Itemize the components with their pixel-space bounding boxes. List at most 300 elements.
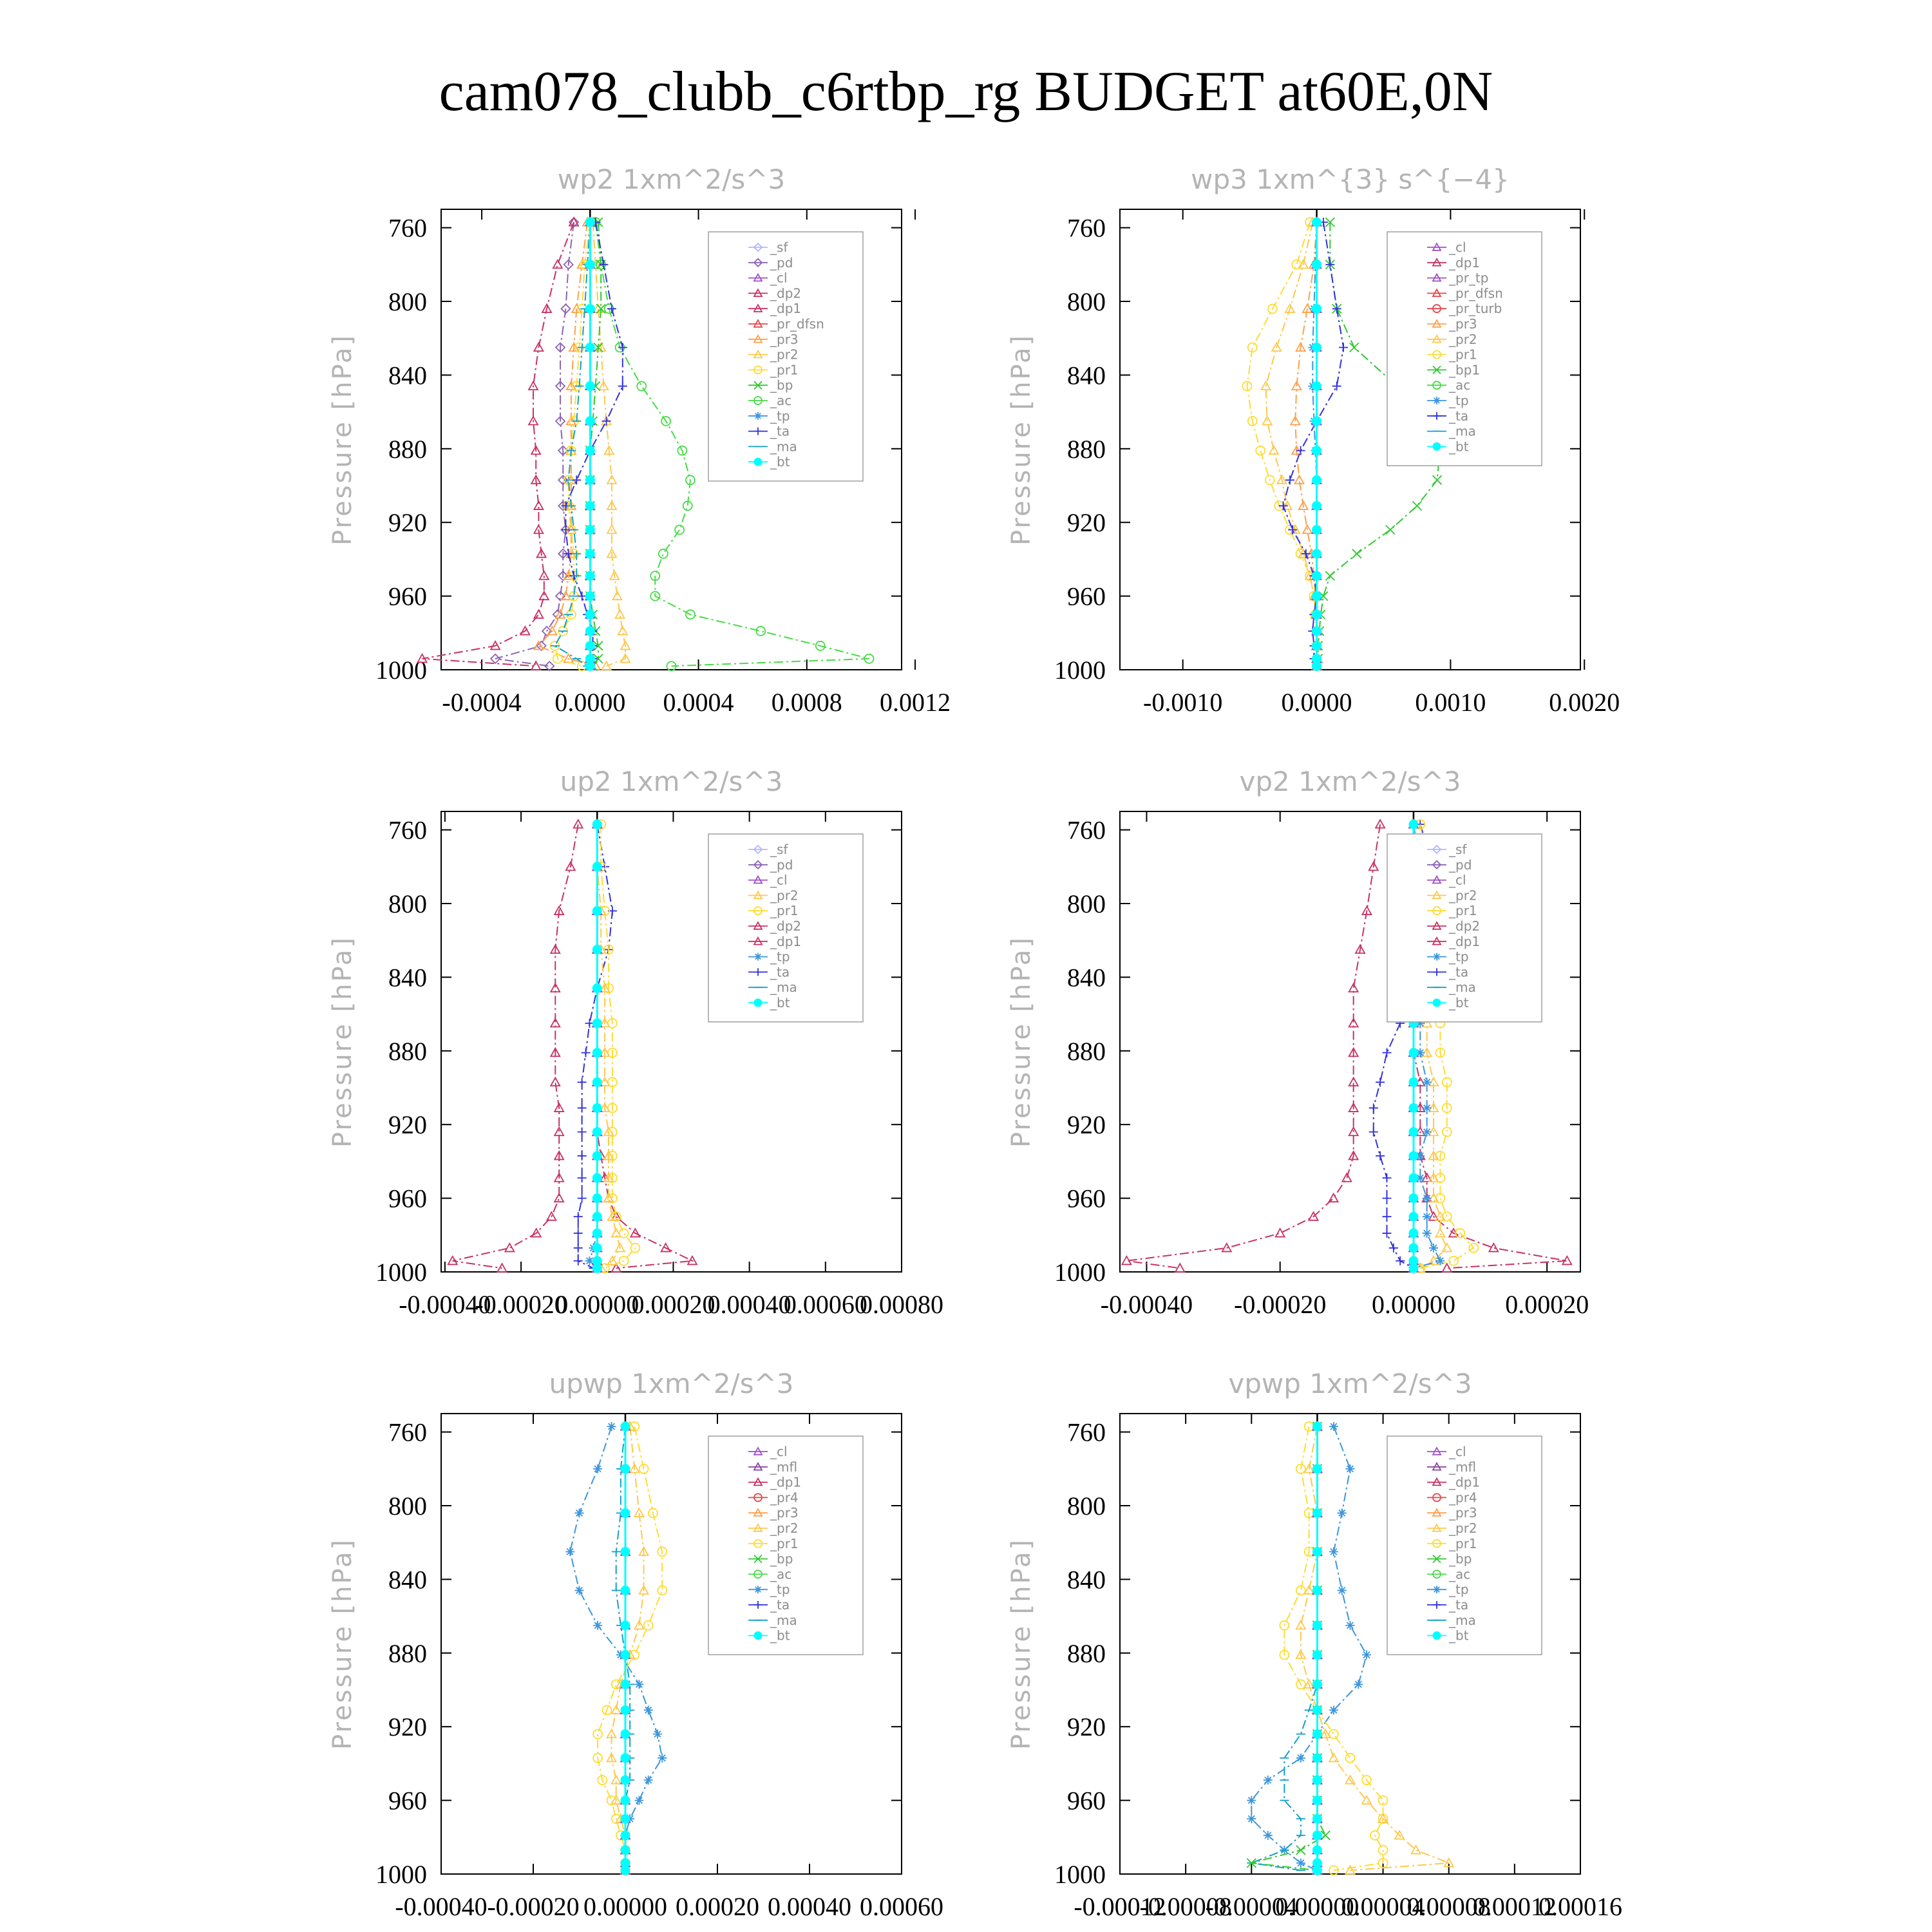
legend bbox=[1387, 1436, 1542, 1654]
series-bt bbox=[621, 1422, 630, 1875]
data-point bbox=[637, 382, 646, 391]
data-point bbox=[1312, 610, 1321, 619]
data-point bbox=[1312, 1548, 1321, 1557]
y-tick-label: 960 bbox=[1067, 582, 1106, 611]
y-tick-label: 760 bbox=[1067, 1417, 1106, 1447]
legend-entry: _pr2 bbox=[770, 346, 799, 363]
y-tick-label: 920 bbox=[1067, 508, 1106, 538]
plot-panel-2 bbox=[1007, 164, 1620, 717]
data-point bbox=[621, 1651, 630, 1660]
data-point bbox=[1312, 1422, 1321, 1431]
legend-entry: _ma bbox=[1449, 1612, 1476, 1628]
legend-entry: _pr1 bbox=[1449, 346, 1477, 363]
y-tick-label: 840 bbox=[388, 361, 427, 390]
legend-marker bbox=[1433, 1632, 1441, 1640]
data-point bbox=[621, 1548, 630, 1557]
data-point bbox=[1329, 1705, 1338, 1714]
data-point bbox=[675, 526, 684, 535]
data-point bbox=[1423, 1128, 1432, 1137]
y-tick-label: 760 bbox=[388, 1417, 427, 1447]
data-point bbox=[574, 1256, 583, 1265]
legend-entry: _ac bbox=[770, 1566, 792, 1582]
data-point bbox=[607, 304, 616, 313]
x-tick-label: 0.0012 bbox=[880, 688, 951, 717]
y-tick-label: 1000 bbox=[375, 1258, 427, 1287]
legend-entry: _tp bbox=[1449, 393, 1469, 408]
data-point bbox=[1423, 1212, 1432, 1221]
legend-entry: _dp1 bbox=[1449, 933, 1481, 949]
data-point bbox=[1296, 1586, 1305, 1595]
data-point bbox=[593, 1464, 602, 1473]
data-point bbox=[1369, 1103, 1378, 1112]
data-point bbox=[1312, 446, 1321, 455]
series-pr1 bbox=[596, 820, 639, 1273]
x-tick-label: 0.00000 bbox=[555, 1290, 639, 1319]
data-point bbox=[1312, 475, 1321, 484]
x-tick-label: -0.00008 bbox=[1139, 1892, 1232, 1921]
y-tick-label: 920 bbox=[1067, 1712, 1106, 1742]
data-point bbox=[585, 627, 594, 636]
data-point bbox=[592, 1151, 601, 1160]
legend-entry: _pd bbox=[770, 857, 793, 873]
y-tick-label: 800 bbox=[388, 287, 427, 316]
legend-marker bbox=[1433, 999, 1441, 1007]
legend-entry: _dp1 bbox=[770, 301, 802, 317]
legend-marker bbox=[1433, 1586, 1441, 1593]
data-point bbox=[1409, 1229, 1418, 1238]
legend-entry: _pr2 bbox=[1449, 331, 1477, 347]
y-tick-label: 880 bbox=[1067, 1638, 1106, 1668]
x-tick-label: -0.00020 bbox=[475, 1290, 567, 1319]
data-point bbox=[1269, 446, 1278, 455]
x-tick-label: 0.00040 bbox=[768, 1892, 851, 1921]
y-tick-label: 1000 bbox=[1054, 1860, 1106, 1889]
legend-marker bbox=[1433, 397, 1441, 404]
legend-entry: _ta bbox=[1449, 408, 1469, 424]
data-point bbox=[1409, 1173, 1418, 1182]
data-point bbox=[1312, 260, 1321, 269]
data-point bbox=[578, 1173, 587, 1182]
series-pr1 bbox=[593, 1422, 667, 1875]
data-point bbox=[565, 1548, 574, 1557]
y-tick-label: 880 bbox=[1067, 434, 1106, 464]
x-tick-label: 0.0000 bbox=[1281, 688, 1352, 717]
x-tick-label: 0.0020 bbox=[1549, 688, 1620, 717]
legend-entry: _bp bbox=[770, 377, 793, 393]
legend-entry: _pr1 bbox=[1449, 903, 1477, 919]
data-point bbox=[1296, 1859, 1305, 1868]
x-tick-label: 0.00000 bbox=[1371, 1290, 1455, 1319]
data-point bbox=[582, 1048, 591, 1057]
data-point bbox=[644, 1705, 653, 1714]
data-point bbox=[1312, 1754, 1321, 1763]
data-point bbox=[1312, 571, 1321, 580]
plot-panel-1 bbox=[328, 164, 951, 717]
data-point bbox=[1312, 1796, 1321, 1805]
legend-entry: _bp bbox=[1449, 1551, 1472, 1567]
x-tick-label: 0.00020 bbox=[631, 1290, 715, 1319]
x-tick-label: 0.00012 bbox=[1472, 1892, 1557, 1921]
legend-entry: _pr2 bbox=[1449, 1520, 1477, 1536]
data-point bbox=[593, 1621, 602, 1630]
data-point bbox=[621, 1754, 630, 1763]
data-point bbox=[593, 1730, 602, 1739]
data-point bbox=[1409, 1077, 1418, 1086]
plot-panel-4 bbox=[1007, 766, 1589, 1319]
data-point bbox=[1346, 1621, 1355, 1630]
legend-entry: _pr4 bbox=[1449, 1490, 1477, 1506]
x-tick-label: -0.00012 bbox=[1074, 1892, 1166, 1921]
legend-entry: _tp bbox=[770, 949, 790, 965]
data-point bbox=[1329, 1422, 1338, 1431]
legend-entry: _bt bbox=[1449, 1627, 1469, 1643]
data-point bbox=[592, 1019, 601, 1028]
data-point bbox=[575, 1508, 584, 1517]
legend-entry: _pr4 bbox=[770, 1490, 799, 1506]
legend-marker bbox=[1433, 442, 1441, 450]
legend-entry: _ma bbox=[770, 1612, 797, 1628]
legend-entry: _pr2 bbox=[770, 887, 799, 904]
data-point bbox=[1325, 571, 1334, 580]
legend-marker bbox=[754, 412, 762, 420]
data-point bbox=[585, 475, 594, 484]
y-tick-label: 1000 bbox=[1054, 656, 1106, 685]
series-dp1 bbox=[448, 820, 583, 1272]
y-tick-label: 800 bbox=[388, 1492, 427, 1520]
legend-entry: _pr_tp bbox=[1449, 270, 1489, 286]
data-point bbox=[578, 1077, 587, 1086]
data-point bbox=[1433, 475, 1442, 484]
data-point bbox=[1443, 1264, 1452, 1272]
legend-entry: _sf bbox=[770, 842, 788, 857]
legend-entry: _pr3 bbox=[770, 331, 799, 347]
plot-panel-3 bbox=[328, 766, 943, 1319]
legend-marker bbox=[754, 458, 762, 466]
y-tick-label: 840 bbox=[388, 963, 427, 992]
legend-entry: _pr3 bbox=[1449, 316, 1477, 332]
data-point bbox=[1296, 1754, 1305, 1763]
data-point bbox=[1409, 1128, 1418, 1137]
data-point bbox=[1409, 1103, 1418, 1112]
y-tick-label: 960 bbox=[388, 1184, 427, 1213]
data-point bbox=[1369, 1128, 1378, 1137]
legend-entry: _cl bbox=[1449, 872, 1466, 888]
legend-marker bbox=[754, 953, 762, 961]
x-tick-label: 0.00060 bbox=[783, 1290, 867, 1319]
legend-entry: _ta bbox=[1449, 964, 1469, 980]
legend-entry: _pd bbox=[770, 254, 793, 270]
legend-entry: _bt bbox=[1449, 439, 1469, 455]
series-ta bbox=[1279, 218, 1349, 670]
x-tick-label: 0.00040 bbox=[707, 1290, 791, 1319]
data-point bbox=[1247, 1796, 1256, 1805]
y-tick-label: 760 bbox=[388, 213, 427, 243]
data-point bbox=[1312, 218, 1321, 227]
data-point bbox=[1312, 1621, 1321, 1630]
data-point bbox=[1376, 1077, 1385, 1086]
x-tick-label: 0.0000 bbox=[554, 688, 626, 717]
legend-entry: _ta bbox=[1449, 1597, 1469, 1613]
y-tick-label: 760 bbox=[1067, 815, 1106, 845]
x-tick-label: -0.00040 bbox=[399, 1290, 491, 1319]
legend-entry: _ma bbox=[1449, 423, 1476, 439]
data-point bbox=[1312, 343, 1321, 352]
data-point bbox=[1386, 526, 1395, 535]
data-point bbox=[1396, 1256, 1405, 1265]
legend-entry: _tp bbox=[770, 408, 790, 424]
data-point bbox=[1389, 1244, 1398, 1253]
data-point bbox=[1321, 1831, 1330, 1840]
data-point bbox=[1489, 1244, 1498, 1252]
data-point bbox=[592, 1212, 601, 1221]
data-point bbox=[574, 1244, 583, 1253]
series-line bbox=[1126, 824, 1380, 1268]
data-point bbox=[592, 1194, 601, 1203]
y-tick-label: 880 bbox=[388, 1638, 427, 1668]
series-line bbox=[422, 222, 574, 666]
y-tick-label: 800 bbox=[1067, 287, 1106, 316]
legend-entry: _dp1 bbox=[1449, 254, 1481, 270]
legend-entry: _ma bbox=[770, 439, 797, 455]
data-point bbox=[621, 1776, 630, 1785]
data-point bbox=[585, 592, 594, 601]
data-point bbox=[1312, 592, 1321, 601]
y-tick-label: 880 bbox=[388, 434, 427, 464]
data-point bbox=[505, 1244, 514, 1252]
data-point bbox=[756, 627, 765, 636]
legend bbox=[708, 1436, 863, 1654]
data-point bbox=[1312, 382, 1321, 391]
y-tick-label: 800 bbox=[1067, 889, 1106, 918]
y-tick-label: 920 bbox=[388, 1712, 427, 1742]
y-tick-label: 840 bbox=[1067, 1565, 1106, 1595]
legend bbox=[708, 232, 863, 481]
page-title: cam078_clubb_c6rtbp_rg BUDGET at60E,0N bbox=[439, 61, 1493, 123]
data-point bbox=[585, 218, 594, 227]
panel-title: wp2 1xm^2/s^3 bbox=[557, 164, 786, 195]
y-tick-label: 960 bbox=[1067, 1786, 1106, 1815]
x-tick-label: 0.00000 bbox=[1275, 1892, 1359, 1921]
data-point bbox=[592, 1128, 601, 1137]
series-dp1 bbox=[1122, 820, 1385, 1272]
legend-entry: _tp bbox=[1449, 949, 1469, 965]
data-point bbox=[585, 417, 594, 426]
x-tick-label: -0.0010 bbox=[1143, 688, 1223, 717]
x-tick-label: -0.00020 bbox=[487, 1892, 580, 1921]
data-point bbox=[621, 1866, 630, 1875]
y-tick-label: 960 bbox=[1067, 1184, 1106, 1213]
panel-title: up2 1xm^2/s^3 bbox=[560, 766, 783, 797]
legend-entry: _bt bbox=[1449, 995, 1469, 1010]
data-point bbox=[1312, 304, 1321, 313]
y-tick-label: 1000 bbox=[375, 656, 427, 685]
data-point bbox=[1312, 1776, 1321, 1785]
legend-entry: _pr1 bbox=[1449, 1535, 1477, 1551]
data-point bbox=[534, 610, 543, 618]
legend-entry: _pr1 bbox=[770, 362, 799, 378]
y-tick-label: 760 bbox=[388, 815, 427, 845]
data-point bbox=[621, 1814, 630, 1823]
series-tp bbox=[1247, 1422, 1371, 1875]
data-point bbox=[1312, 1651, 1321, 1660]
data-point bbox=[1312, 1586, 1321, 1595]
series-pd bbox=[491, 218, 578, 670]
data-point bbox=[585, 641, 594, 650]
data-point bbox=[621, 1680, 630, 1689]
x-tick-label: -0.00040 bbox=[395, 1892, 488, 1921]
y-axis-label: Pressure [hPa] bbox=[328, 1538, 357, 1750]
data-point bbox=[1352, 549, 1361, 558]
data-point bbox=[1312, 526, 1321, 535]
data-point bbox=[1312, 1831, 1321, 1840]
legend-entry: _pr_dfsn bbox=[1449, 285, 1503, 301]
y-tick-label: 880 bbox=[388, 1036, 427, 1066]
y-tick-label: 1000 bbox=[375, 1860, 427, 1889]
y-tick-label: 920 bbox=[388, 1110, 427, 1140]
data-point bbox=[1423, 1103, 1432, 1112]
data-point bbox=[1312, 1730, 1321, 1739]
x-tick-label: 0.00080 bbox=[860, 1290, 943, 1319]
data-point bbox=[592, 1048, 601, 1057]
y-tick-label: 920 bbox=[1067, 1110, 1106, 1140]
data-point bbox=[1247, 1814, 1256, 1823]
legend-entry: _ac bbox=[1449, 377, 1471, 393]
data-point bbox=[1412, 501, 1421, 510]
data-point bbox=[653, 1730, 662, 1739]
legend-entry: _ac bbox=[770, 393, 792, 408]
data-point bbox=[1338, 1586, 1347, 1595]
panel-title: upwp 1xm^2/s^3 bbox=[549, 1368, 794, 1399]
y-tick-label: 920 bbox=[388, 508, 427, 538]
data-point bbox=[1443, 1244, 1452, 1252]
data-point bbox=[1312, 641, 1321, 650]
legend-entry: _dp2 bbox=[770, 285, 802, 301]
data-point bbox=[592, 984, 601, 993]
legend-entry: _cl bbox=[770, 1444, 788, 1459]
data-point bbox=[634, 1796, 643, 1805]
data-point bbox=[1449, 1256, 1458, 1265]
data-point bbox=[1362, 1651, 1371, 1660]
data-point bbox=[585, 304, 594, 313]
data-point bbox=[1338, 1508, 1347, 1517]
data-point bbox=[592, 1244, 601, 1253]
legend-entry: _cl bbox=[770, 872, 788, 888]
x-tick-label: 0.0004 bbox=[663, 688, 734, 717]
data-point bbox=[1264, 1831, 1273, 1840]
data-point bbox=[1312, 1814, 1321, 1823]
data-point bbox=[621, 1846, 630, 1855]
data-point bbox=[1312, 661, 1321, 670]
legend-entry: _sf bbox=[770, 240, 788, 255]
data-point bbox=[621, 1796, 630, 1805]
x-tick-label: -0.00020 bbox=[1234, 1290, 1327, 1319]
data-point bbox=[621, 1831, 630, 1840]
y-tick-label: 800 bbox=[1067, 1492, 1106, 1520]
series-pr2 bbox=[607, 1422, 649, 1874]
series-bt bbox=[1312, 1422, 1321, 1875]
legend-entry: _ta bbox=[770, 1597, 790, 1613]
data-point bbox=[1312, 549, 1321, 558]
data-point bbox=[540, 592, 549, 600]
data-point bbox=[578, 1128, 587, 1137]
legend-entry: _ma bbox=[1449, 980, 1476, 996]
legend bbox=[1387, 232, 1542, 466]
data-point bbox=[585, 571, 594, 580]
legend-entry: _tp bbox=[1449, 1582, 1469, 1598]
data-point bbox=[1296, 1846, 1305, 1855]
legend-entry: _bt bbox=[770, 995, 790, 1010]
data-point bbox=[1382, 1173, 1391, 1182]
data-point bbox=[585, 382, 594, 391]
series-line bbox=[1247, 222, 1316, 666]
x-tick-label: -0.00004 bbox=[1205, 1892, 1298, 1921]
data-point bbox=[1382, 1229, 1391, 1238]
data-point bbox=[592, 1229, 601, 1238]
legend-entry: _dp1 bbox=[770, 933, 802, 949]
legend-entry: _bt bbox=[770, 1627, 790, 1643]
data-point bbox=[585, 343, 594, 352]
data-point bbox=[1346, 1754, 1355, 1763]
data-point bbox=[1312, 1464, 1321, 1473]
legend-entry: _pr3 bbox=[1449, 1505, 1477, 1521]
data-point bbox=[592, 862, 601, 871]
x-tick-label: 0.0010 bbox=[1415, 688, 1486, 717]
y-axis-label: Pressure [hPa] bbox=[1007, 1538, 1036, 1750]
x-tick-label: -0.0004 bbox=[442, 688, 522, 717]
data-point bbox=[1276, 1229, 1285, 1237]
data-point bbox=[1332, 382, 1341, 391]
data-point bbox=[659, 549, 668, 558]
legend-entry: _tp bbox=[770, 1582, 790, 1598]
legend-marker bbox=[754, 999, 762, 1007]
series-bt bbox=[1312, 218, 1321, 670]
legend-entry: _pr_dfsn bbox=[770, 316, 824, 332]
series-pr2 bbox=[1262, 218, 1321, 670]
legend-entry: _ta bbox=[770, 423, 790, 439]
data-point bbox=[607, 1422, 616, 1431]
data-point bbox=[574, 1229, 583, 1238]
panel-title: wp3 1xm^{3} s^{−4} bbox=[1191, 164, 1510, 195]
series-tp bbox=[565, 1422, 667, 1875]
x-tick-label: 0.00016 bbox=[1539, 1892, 1622, 1921]
data-point bbox=[1350, 343, 1359, 352]
data-point bbox=[585, 661, 594, 670]
x-tick-label: 0.00060 bbox=[860, 1892, 943, 1921]
plot-panel-6 bbox=[1007, 1368, 1622, 1921]
y-tick-label: 840 bbox=[388, 1565, 427, 1595]
data-point bbox=[578, 1194, 587, 1203]
series-pr1 bbox=[1242, 218, 1321, 670]
data-point bbox=[592, 1264, 601, 1273]
legend-entry: _pr1 bbox=[770, 903, 799, 919]
data-point bbox=[585, 610, 594, 619]
legend-entry: _dp2 bbox=[770, 918, 802, 934]
legend-entry: _bp1 bbox=[1449, 362, 1481, 378]
data-point bbox=[578, 1103, 587, 1112]
y-tick-label: 760 bbox=[1067, 213, 1106, 243]
x-tick-label: 0.00020 bbox=[1505, 1290, 1589, 1319]
data-point bbox=[1312, 1846, 1321, 1855]
data-point bbox=[592, 1173, 601, 1182]
data-point bbox=[621, 1730, 630, 1739]
legend-entry: _dp1 bbox=[1449, 1474, 1481, 1490]
data-point bbox=[1312, 1866, 1321, 1875]
data-point bbox=[644, 1776, 653, 1785]
legend-entry: _pr1 bbox=[770, 1535, 799, 1551]
data-point bbox=[1423, 1194, 1432, 1203]
data-point bbox=[621, 1705, 630, 1714]
legend-entry: _ma bbox=[770, 980, 797, 996]
